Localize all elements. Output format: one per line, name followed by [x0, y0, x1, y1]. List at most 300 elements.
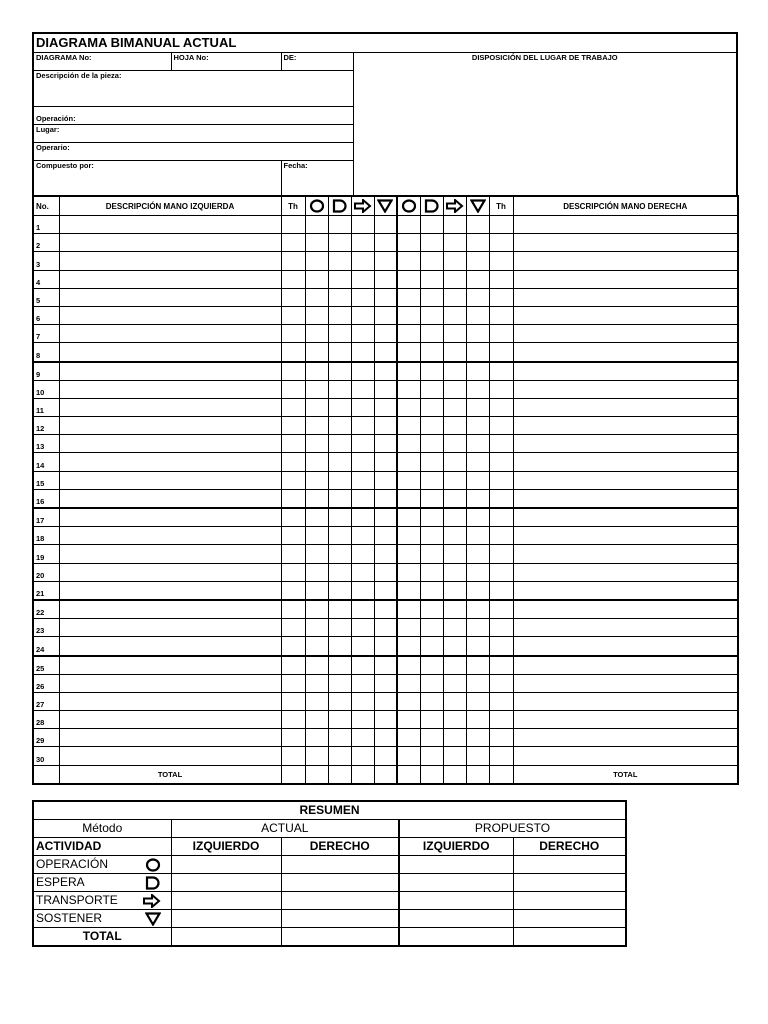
left-hand-description[interactable] [59, 270, 281, 288]
symbol-right-cell[interactable] [397, 600, 420, 619]
symbol-left-cell[interactable] [374, 581, 397, 600]
th-right[interactable] [489, 252, 513, 270]
th-left[interactable] [281, 637, 305, 656]
symbol-right-cell[interactable] [466, 325, 489, 343]
symbol-left-cell[interactable] [374, 216, 397, 234]
th-left[interactable] [281, 453, 305, 471]
symbol-left-cell[interactable] [351, 711, 374, 729]
fecha-field[interactable]: Fecha: [281, 160, 353, 196]
symbol-left-cell[interactable] [351, 619, 374, 637]
symbol-right-cell[interactable] [420, 453, 443, 471]
symbol-right-cell[interactable] [420, 471, 443, 489]
symbol-left-cell[interactable] [374, 234, 397, 252]
symbol-right-cell[interactable] [420, 489, 443, 508]
th-left[interactable] [281, 600, 305, 619]
th-right[interactable] [489, 656, 513, 675]
symbol-right-cell[interactable] [420, 380, 443, 398]
symbol-right-cell[interactable] [397, 563, 420, 581]
symbol-left-cell[interactable] [351, 398, 374, 416]
th-right[interactable] [489, 380, 513, 398]
symbol-left-cell[interactable] [305, 270, 328, 288]
symbol-left-cell[interactable] [305, 489, 328, 508]
symbol-left-cell[interactable] [374, 325, 397, 343]
left-hand-description[interactable] [59, 729, 281, 747]
left-hand-description[interactable] [59, 692, 281, 710]
symbol-right-cell[interactable] [397, 398, 420, 416]
th-left[interactable] [281, 288, 305, 306]
symbol-right-cell[interactable] [397, 729, 420, 747]
symbol-right-cell[interactable] [397, 637, 420, 656]
symbol-left-cell[interactable] [351, 216, 374, 234]
th-right[interactable] [489, 270, 513, 288]
symbol-left-cell[interactable] [305, 417, 328, 435]
symbol-right-cell[interactable] [420, 747, 443, 765]
right-hand-description[interactable] [513, 674, 738, 692]
th-left[interactable] [281, 527, 305, 545]
operario-field[interactable]: Operario: [33, 142, 353, 160]
symbol-right-cell[interactable] [397, 674, 420, 692]
left-hand-description[interactable] [59, 674, 281, 692]
symbol-left-cell[interactable] [351, 325, 374, 343]
symbol-right-cell[interactable] [466, 252, 489, 270]
right-hand-description[interactable] [513, 362, 738, 381]
th-right[interactable] [489, 343, 513, 362]
symbol-right-cell[interactable] [397, 325, 420, 343]
symbol-right-cell[interactable] [397, 453, 420, 471]
symbol-left-cell[interactable] [374, 692, 397, 710]
left-hand-description[interactable] [59, 343, 281, 362]
symbol-left-cell[interactable] [351, 545, 374, 563]
symbol-right-cell[interactable] [466, 343, 489, 362]
symbol-right-cell[interactable] [466, 471, 489, 489]
symbol-right-cell[interactable] [397, 270, 420, 288]
symbol-right-cell[interactable] [466, 656, 489, 675]
right-hand-description[interactable] [513, 417, 738, 435]
symbol-right-cell[interactable] [443, 563, 466, 581]
symbol-left-cell[interactable] [328, 234, 351, 252]
symbol-right-cell[interactable] [466, 545, 489, 563]
symbol-right-cell[interactable] [466, 380, 489, 398]
symbol-right-cell[interactable] [420, 362, 443, 381]
symbol-right-cell[interactable] [443, 435, 466, 453]
th-left[interactable] [281, 581, 305, 600]
left-hand-description[interactable] [59, 563, 281, 581]
right-hand-description[interactable] [513, 398, 738, 416]
th-left[interactable] [281, 656, 305, 675]
symbol-right-cell[interactable] [397, 288, 420, 306]
symbol-left-cell[interactable] [374, 252, 397, 270]
symbol-right-cell[interactable] [443, 216, 466, 234]
symbol-right-cell[interactable] [466, 563, 489, 581]
right-hand-description[interactable] [513, 234, 738, 252]
symbol-left-cell[interactable] [328, 435, 351, 453]
th-left[interactable] [281, 711, 305, 729]
symbol-right-cell[interactable] [466, 692, 489, 710]
symbol-right-cell[interactable] [397, 508, 420, 527]
symbol-left-cell[interactable] [351, 637, 374, 656]
symbol-left-cell[interactable] [305, 656, 328, 675]
symbol-left-cell[interactable] [305, 527, 328, 545]
symbol-left-cell[interactable] [374, 619, 397, 637]
right-hand-description[interactable] [513, 563, 738, 581]
symbol-right-cell[interactable] [443, 674, 466, 692]
symbol-left-cell[interactable] [351, 656, 374, 675]
symbol-right-cell[interactable] [420, 343, 443, 362]
symbol-right-cell[interactable] [443, 343, 466, 362]
right-hand-description[interactable] [513, 747, 738, 765]
symbol-left-cell[interactable] [328, 306, 351, 324]
symbol-right-cell[interactable] [466, 270, 489, 288]
symbol-right-cell[interactable] [420, 674, 443, 692]
left-hand-description[interactable] [59, 711, 281, 729]
symbol-right-cell[interactable] [443, 306, 466, 324]
symbol-right-cell[interactable] [397, 343, 420, 362]
symbol-right-cell[interactable] [420, 729, 443, 747]
right-hand-description[interactable] [513, 453, 738, 471]
right-hand-description[interactable] [513, 252, 738, 270]
symbol-left-cell[interactable] [328, 325, 351, 343]
th-right[interactable] [489, 417, 513, 435]
hoja-no-field[interactable]: HOJA No: [171, 52, 281, 70]
symbol-right-cell[interactable] [420, 216, 443, 234]
symbol-left-cell[interactable] [305, 380, 328, 398]
symbol-right-cell[interactable] [443, 656, 466, 675]
symbol-right-cell[interactable] [443, 252, 466, 270]
symbol-left-cell[interactable] [328, 711, 351, 729]
symbol-left-cell[interactable] [351, 527, 374, 545]
symbol-right-cell[interactable] [466, 508, 489, 527]
symbol-left-cell[interactable] [305, 747, 328, 765]
th-right[interactable] [489, 563, 513, 581]
symbol-left-cell[interactable] [351, 600, 374, 619]
th-left[interactable] [281, 674, 305, 692]
symbol-left-cell[interactable] [374, 270, 397, 288]
symbol-right-cell[interactable] [420, 234, 443, 252]
symbol-left-cell[interactable] [351, 343, 374, 362]
symbol-right-cell[interactable] [420, 252, 443, 270]
symbol-right-cell[interactable] [397, 527, 420, 545]
lugar-field[interactable]: Lugar: [33, 124, 353, 142]
symbol-right-cell[interactable] [397, 417, 420, 435]
th-left[interactable] [281, 435, 305, 453]
symbol-left-cell[interactable] [328, 508, 351, 527]
symbol-right-cell[interactable] [466, 527, 489, 545]
symbol-right-cell[interactable] [466, 489, 489, 508]
symbol-right-cell[interactable] [420, 435, 443, 453]
left-hand-description[interactable] [59, 600, 281, 619]
th-right[interactable] [489, 581, 513, 600]
symbol-right-cell[interactable] [397, 545, 420, 563]
symbol-left-cell[interactable] [374, 508, 397, 527]
th-right[interactable] [489, 711, 513, 729]
symbol-right-cell[interactable] [443, 453, 466, 471]
left-hand-description[interactable] [59, 581, 281, 600]
symbol-right-cell[interactable] [466, 581, 489, 600]
total-th-right[interactable] [489, 765, 513, 784]
symbol-right-cell[interactable] [443, 398, 466, 416]
left-hand-description[interactable] [59, 527, 281, 545]
symbol-left-cell[interactable] [374, 306, 397, 324]
symbol-left-cell[interactable] [305, 619, 328, 637]
symbol-right-cell[interactable] [466, 619, 489, 637]
symbol-left-cell[interactable] [351, 692, 374, 710]
symbol-left-cell[interactable] [305, 435, 328, 453]
symbol-right-cell[interactable] [420, 527, 443, 545]
symbol-left-cell[interactable] [328, 489, 351, 508]
symbol-left-cell[interactable] [305, 637, 328, 656]
symbol-left-cell[interactable] [328, 288, 351, 306]
right-hand-description[interactable] [513, 471, 738, 489]
symbol-left-cell[interactable] [374, 471, 397, 489]
symbol-right-cell[interactable] [443, 508, 466, 527]
th-left[interactable] [281, 380, 305, 398]
symbol-left-cell[interactable] [305, 508, 328, 527]
descripcion-pieza-field[interactable]: Descripción de la pieza: [33, 70, 353, 106]
th-right[interactable] [489, 600, 513, 619]
th-right[interactable] [489, 471, 513, 489]
th-left[interactable] [281, 417, 305, 435]
th-left[interactable] [281, 234, 305, 252]
left-hand-description[interactable] [59, 619, 281, 637]
symbol-right-cell[interactable] [420, 306, 443, 324]
symbol-left-cell[interactable] [351, 362, 374, 381]
symbol-left-cell[interactable] [374, 637, 397, 656]
right-hand-description[interactable] [513, 216, 738, 234]
th-right[interactable] [489, 489, 513, 508]
symbol-left-cell[interactable] [328, 581, 351, 600]
symbol-left-cell[interactable] [328, 343, 351, 362]
symbol-left-cell[interactable] [328, 692, 351, 710]
th-right[interactable] [489, 288, 513, 306]
symbol-left-cell[interactable] [305, 288, 328, 306]
symbol-right-cell[interactable] [466, 674, 489, 692]
symbol-right-cell[interactable] [420, 325, 443, 343]
left-hand-description[interactable] [59, 216, 281, 234]
left-hand-description[interactable] [59, 252, 281, 270]
th-right[interactable] [489, 325, 513, 343]
th-left[interactable] [281, 563, 305, 581]
symbol-left-cell[interactable] [328, 380, 351, 398]
de-field[interactable]: DE: [281, 52, 353, 70]
symbol-right-cell[interactable] [443, 471, 466, 489]
symbol-right-cell[interactable] [397, 619, 420, 637]
symbol-left-cell[interactable] [374, 674, 397, 692]
symbol-right-cell[interactable] [443, 417, 466, 435]
symbol-right-cell[interactable] [466, 711, 489, 729]
symbol-right-cell[interactable] [466, 398, 489, 416]
symbol-left-cell[interactable] [374, 453, 397, 471]
symbol-left-cell[interactable] [305, 216, 328, 234]
right-hand-description[interactable] [513, 656, 738, 675]
symbol-left-cell[interactable] [305, 581, 328, 600]
th-left[interactable] [281, 343, 305, 362]
symbol-left-cell[interactable] [351, 417, 374, 435]
symbol-left-cell[interactable] [305, 252, 328, 270]
symbol-left-cell[interactable] [374, 747, 397, 765]
symbol-left-cell[interactable] [351, 508, 374, 527]
symbol-right-cell[interactable] [397, 656, 420, 675]
symbol-left-cell[interactable] [328, 747, 351, 765]
left-hand-description[interactable] [59, 398, 281, 416]
right-hand-description[interactable] [513, 711, 738, 729]
left-hand-description[interactable] [59, 545, 281, 563]
diagrama-no-field[interactable]: DIAGRAMA No: [33, 52, 171, 70]
symbol-right-cell[interactable] [443, 692, 466, 710]
symbol-right-cell[interactable] [420, 508, 443, 527]
symbol-left-cell[interactable] [374, 343, 397, 362]
symbol-left-cell[interactable] [305, 600, 328, 619]
symbol-left-cell[interactable] [351, 674, 374, 692]
th-left[interactable] [281, 692, 305, 710]
total-th-left[interactable] [281, 765, 305, 784]
symbol-right-cell[interactable] [420, 656, 443, 675]
symbol-left-cell[interactable] [374, 362, 397, 381]
symbol-left-cell[interactable] [351, 288, 374, 306]
th-left[interactable] [281, 362, 305, 381]
symbol-left-cell[interactable] [351, 380, 374, 398]
symbol-left-cell[interactable] [374, 656, 397, 675]
symbol-right-cell[interactable] [466, 417, 489, 435]
symbol-right-cell[interactable] [466, 288, 489, 306]
right-hand-description[interactable] [513, 600, 738, 619]
left-hand-description[interactable] [59, 453, 281, 471]
right-hand-description[interactable] [513, 288, 738, 306]
symbol-left-cell[interactable] [305, 325, 328, 343]
th-left[interactable] [281, 508, 305, 527]
left-hand-description[interactable] [59, 234, 281, 252]
symbol-right-cell[interactable] [420, 545, 443, 563]
symbol-right-cell[interactable] [397, 216, 420, 234]
th-right[interactable] [489, 234, 513, 252]
left-hand-description[interactable] [59, 637, 281, 656]
th-left[interactable] [281, 471, 305, 489]
symbol-left-cell[interactable] [328, 417, 351, 435]
right-hand-description[interactable] [513, 637, 738, 656]
symbol-right-cell[interactable] [443, 619, 466, 637]
symbol-right-cell[interactable] [397, 711, 420, 729]
th-right[interactable] [489, 637, 513, 656]
symbol-right-cell[interactable] [443, 711, 466, 729]
symbol-right-cell[interactable] [466, 453, 489, 471]
symbol-right-cell[interactable] [443, 325, 466, 343]
symbol-right-cell[interactable] [466, 362, 489, 381]
symbol-left-cell[interactable] [351, 252, 374, 270]
th-right[interactable] [489, 508, 513, 527]
left-hand-description[interactable] [59, 325, 281, 343]
symbol-left-cell[interactable] [328, 600, 351, 619]
th-right[interactable] [489, 453, 513, 471]
symbol-left-cell[interactable] [328, 637, 351, 656]
left-hand-description[interactable] [59, 435, 281, 453]
symbol-left-cell[interactable] [305, 729, 328, 747]
th-right[interactable] [489, 216, 513, 234]
left-hand-description[interactable] [59, 747, 281, 765]
th-right[interactable] [489, 362, 513, 381]
left-hand-description[interactable] [59, 471, 281, 489]
symbol-right-cell[interactable] [466, 600, 489, 619]
th-right[interactable] [489, 619, 513, 637]
symbol-left-cell[interactable] [374, 398, 397, 416]
symbol-left-cell[interactable] [305, 362, 328, 381]
symbol-right-cell[interactable] [397, 306, 420, 324]
left-hand-description[interactable] [59, 306, 281, 324]
th-right[interactable] [489, 545, 513, 563]
right-hand-description[interactable] [513, 545, 738, 563]
right-hand-description[interactable] [513, 729, 738, 747]
th-left[interactable] [281, 252, 305, 270]
symbol-left-cell[interactable] [351, 729, 374, 747]
symbol-left-cell[interactable] [351, 747, 374, 765]
right-hand-description[interactable] [513, 527, 738, 545]
symbol-left-cell[interactable] [328, 252, 351, 270]
operacion-field[interactable]: Operación: [33, 106, 353, 124]
left-hand-description[interactable] [59, 380, 281, 398]
symbol-right-cell[interactable] [397, 581, 420, 600]
right-hand-description[interactable] [513, 692, 738, 710]
th-right[interactable] [489, 692, 513, 710]
th-left[interactable] [281, 545, 305, 563]
symbol-right-cell[interactable] [397, 471, 420, 489]
symbol-right-cell[interactable] [420, 581, 443, 600]
symbol-right-cell[interactable] [443, 545, 466, 563]
symbol-left-cell[interactable] [328, 270, 351, 288]
symbol-right-cell[interactable] [420, 288, 443, 306]
symbol-left-cell[interactable] [305, 674, 328, 692]
symbol-left-cell[interactable] [328, 545, 351, 563]
symbol-right-cell[interactable] [443, 729, 466, 747]
symbol-left-cell[interactable] [305, 545, 328, 563]
right-hand-description[interactable] [513, 325, 738, 343]
symbol-right-cell[interactable] [443, 362, 466, 381]
symbol-right-cell[interactable] [466, 216, 489, 234]
symbol-left-cell[interactable] [351, 435, 374, 453]
symbol-left-cell[interactable] [374, 527, 397, 545]
symbol-left-cell[interactable] [328, 527, 351, 545]
symbol-right-cell[interactable] [420, 637, 443, 656]
symbol-left-cell[interactable] [374, 711, 397, 729]
symbol-left-cell[interactable] [328, 398, 351, 416]
th-left[interactable] [281, 270, 305, 288]
symbol-left-cell[interactable] [374, 489, 397, 508]
symbol-left-cell[interactable] [351, 471, 374, 489]
symbol-right-cell[interactable] [466, 729, 489, 747]
th-left[interactable] [281, 729, 305, 747]
symbol-right-cell[interactable] [420, 398, 443, 416]
symbol-right-cell[interactable] [420, 417, 443, 435]
symbol-left-cell[interactable] [374, 729, 397, 747]
symbol-left-cell[interactable] [374, 545, 397, 563]
symbol-left-cell[interactable] [351, 234, 374, 252]
th-right[interactable] [489, 674, 513, 692]
compuesto-por-field[interactable]: Compuesto por: [33, 160, 281, 196]
symbol-left-cell[interactable] [374, 288, 397, 306]
symbol-right-cell[interactable] [443, 527, 466, 545]
symbol-right-cell[interactable] [397, 747, 420, 765]
symbol-left-cell[interactable] [374, 435, 397, 453]
symbol-right-cell[interactable] [443, 637, 466, 656]
right-hand-description[interactable] [513, 343, 738, 362]
symbol-left-cell[interactable] [328, 729, 351, 747]
symbol-right-cell[interactable] [443, 489, 466, 508]
symbol-right-cell[interactable] [443, 288, 466, 306]
symbol-left-cell[interactable] [328, 471, 351, 489]
symbol-right-cell[interactable] [443, 600, 466, 619]
symbol-left-cell[interactable] [305, 711, 328, 729]
workplace-layout-area[interactable] [353, 52, 737, 196]
th-right[interactable] [489, 435, 513, 453]
symbol-left-cell[interactable] [351, 306, 374, 324]
symbol-right-cell[interactable] [397, 692, 420, 710]
